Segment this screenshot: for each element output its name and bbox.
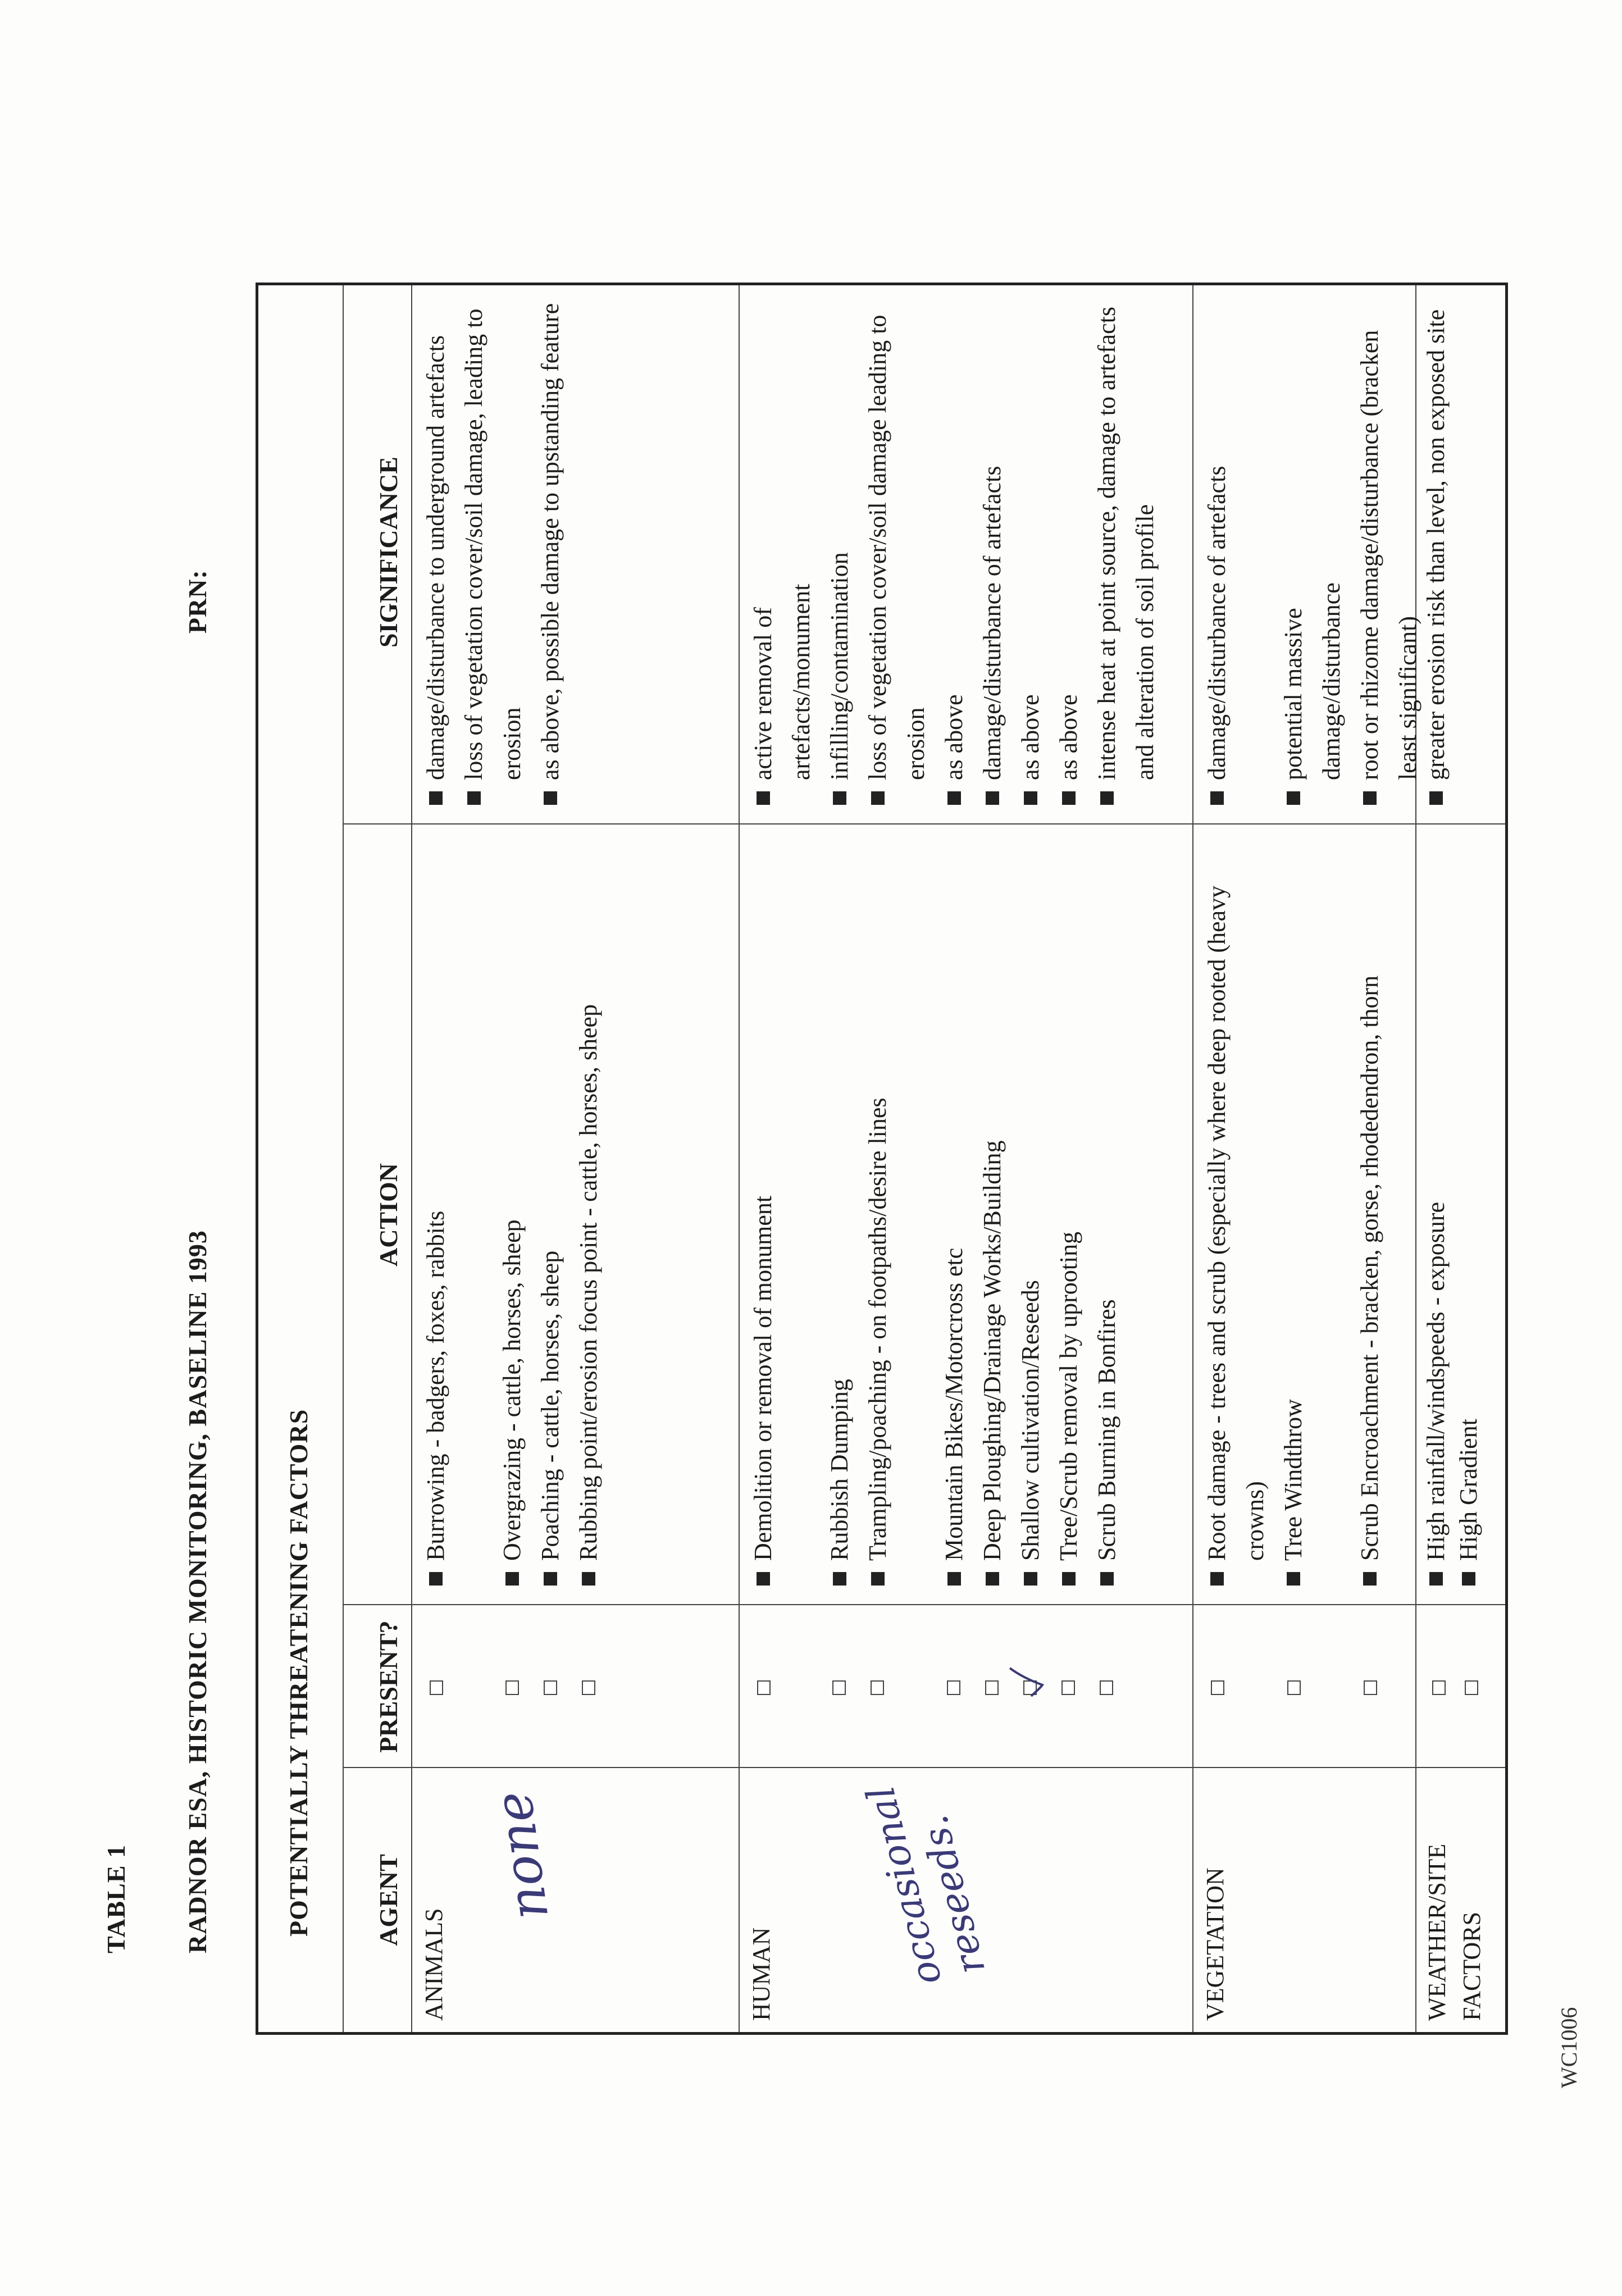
present-checkbox[interactable] bbox=[871, 1680, 884, 1695]
bullet-square-icon bbox=[757, 791, 770, 805]
bullet-square-icon bbox=[1024, 1572, 1037, 1586]
tick-mark-icon bbox=[1008, 1662, 1047, 1702]
action-item: Deep Ploughing/Drainage Works/Building bbox=[973, 839, 1012, 1586]
bullet-square-icon bbox=[871, 791, 885, 805]
handwritten-note: occasional reseeds. bbox=[858, 1782, 995, 1990]
significance-item: greater erosion risk than level, non exposed site bbox=[1420, 299, 1452, 805]
col-header-agent: AGENT bbox=[374, 1854, 403, 1946]
significance-item: damage/disturbance to underground artefacts bbox=[417, 299, 455, 805]
bullet-square-icon bbox=[1100, 791, 1114, 805]
bullet-square-icon bbox=[986, 791, 999, 805]
action-item: Tree Windthrow bbox=[1274, 839, 1313, 1586]
bullet-square-icon bbox=[947, 1572, 961, 1586]
handwritten-note: none bbox=[482, 1788, 561, 1924]
action-item: Burrowing - badgers, foxes, rabbits bbox=[417, 839, 455, 1586]
bullet-square-icon bbox=[1429, 1572, 1443, 1586]
significance-item: damage/disturbance of artefacts bbox=[1198, 299, 1236, 805]
bullet-square-icon bbox=[1024, 791, 1037, 805]
action-item: High Gradient bbox=[1452, 839, 1485, 1586]
agent-vegetation: VEGETATION bbox=[1201, 1867, 1229, 2021]
action-item: Trampling/poaching - on footpaths/desire lines bbox=[859, 839, 897, 1586]
document-title: RADNOR ESA, HISTORIC MONITORING, BASELINE 1993 bbox=[183, 1230, 212, 1953]
bullet-square-icon bbox=[833, 1572, 846, 1586]
footer-code: WC1006 bbox=[1556, 2007, 1582, 2088]
present-checkbox[interactable] bbox=[1061, 1680, 1075, 1695]
bullet-square-icon bbox=[986, 1572, 999, 1586]
column-divider bbox=[343, 1604, 1505, 1605]
agent-weather-site-factors: WEATHER/SITE FACTORS bbox=[1423, 1843, 1486, 2021]
col-header-present: PRESENT? bbox=[374, 1620, 403, 1753]
row-divider bbox=[1192, 285, 1193, 2032]
action-item: Rubbing point/erosion focus point - cattle, horses, sheep bbox=[569, 954, 608, 1586]
action-item: Mountain Bikes/Motorcross etc bbox=[935, 839, 973, 1586]
present-checkbox[interactable] bbox=[544, 1680, 557, 1695]
significance-item: as above bbox=[1050, 299, 1088, 805]
bullet-square-icon bbox=[1210, 791, 1224, 805]
table-caption: TABLE 1 bbox=[102, 1844, 130, 1953]
action-item: Shallow cultivation/Reseeds bbox=[1012, 839, 1050, 1586]
present-checkbox[interactable] bbox=[832, 1680, 846, 1695]
column-divider bbox=[343, 1767, 1505, 1768]
action-list bbox=[1420, 839, 1485, 1586]
significance-item: infilling/contamination bbox=[821, 299, 859, 805]
significance-item: as above bbox=[1012, 299, 1050, 805]
bullet-square-icon bbox=[871, 1572, 885, 1586]
action-item: Rubbish Dumping bbox=[821, 839, 859, 1586]
bullet-square-icon bbox=[1062, 1572, 1076, 1586]
significance-item: root or rhizome damage/disturbance (bracken least significant) bbox=[1351, 299, 1427, 805]
present-checkbox[interactable] bbox=[1432, 1680, 1446, 1695]
section-title: POTENTIALLY THREATENING FACTORS bbox=[284, 1409, 313, 1937]
prn-label: PRN: bbox=[183, 570, 212, 634]
action-item: Tree/Scrub removal by uprooting bbox=[1050, 839, 1088, 1586]
bullet-square-icon bbox=[1462, 1572, 1475, 1586]
threatening-factors-table bbox=[256, 283, 1508, 2035]
col-header-action: ACTION bbox=[374, 1163, 403, 1267]
bullet-square-icon bbox=[1287, 791, 1300, 805]
title-divider bbox=[343, 285, 344, 2032]
column-divider bbox=[343, 823, 1505, 824]
significance-item: damage/disturbance of artefacts bbox=[973, 299, 1012, 805]
bullet-square-icon bbox=[467, 791, 481, 805]
row-divider bbox=[739, 285, 740, 2032]
significance-item: loss of vegetation cover/soil damage leading to erosion bbox=[859, 299, 935, 805]
bullet-square-icon bbox=[1062, 791, 1076, 805]
bullet-square-icon bbox=[582, 1572, 595, 1586]
significance-list bbox=[744, 299, 1164, 805]
bullet-square-icon bbox=[1100, 1572, 1114, 1586]
bullet-square-icon bbox=[429, 1572, 443, 1586]
action-item: High rainfall/windspeeds - exposure bbox=[1420, 839, 1452, 1586]
present-checkbox[interactable] bbox=[505, 1680, 519, 1695]
header-divider bbox=[411, 285, 412, 2032]
action-item: Scrub Encroachment - bracken, gorse, rhodedendron, thorn bbox=[1351, 971, 1389, 1586]
present-checkbox[interactable] bbox=[430, 1680, 443, 1695]
significance-item: intense heat at point source, damage to artefacts and alteration of soil profile bbox=[1088, 299, 1164, 805]
significance-list bbox=[1420, 299, 1452, 805]
present-checkbox[interactable] bbox=[1287, 1680, 1301, 1695]
agent-human: HUMAN bbox=[748, 1927, 775, 2021]
bullet-square-icon bbox=[544, 791, 557, 805]
action-item: Poaching - cattle, horses, sheep bbox=[531, 839, 569, 1586]
action-item: Demolition or removal of monument bbox=[744, 839, 782, 1586]
bullet-square-icon bbox=[947, 791, 961, 805]
bullet-square-icon bbox=[1287, 1572, 1300, 1586]
action-item: Root damage - trees and scrub (especially where deep rooted (heavy crowns) bbox=[1198, 839, 1274, 1586]
present-checkbox[interactable] bbox=[1465, 1680, 1478, 1695]
significance-list bbox=[1198, 299, 1427, 805]
present-checkbox-checked[interactable] bbox=[1023, 1680, 1037, 1695]
action-list bbox=[744, 839, 1126, 1586]
present-checkbox[interactable] bbox=[582, 1680, 595, 1695]
bullet-square-icon bbox=[429, 791, 443, 805]
agent-animals: ANIMALS bbox=[420, 1908, 448, 2021]
bullet-square-icon bbox=[1363, 791, 1377, 805]
significance-item: active removal of artefacts/monument bbox=[744, 466, 821, 805]
present-checkbox[interactable] bbox=[985, 1680, 999, 1695]
present-checkbox[interactable] bbox=[1211, 1680, 1224, 1695]
bullet-square-icon bbox=[1363, 1572, 1377, 1586]
significance-item: loss of vegetation cover/soil damage, leading to erosion bbox=[455, 299, 531, 805]
significance-list bbox=[417, 299, 569, 805]
present-checkbox[interactable] bbox=[1100, 1680, 1113, 1695]
action-item: Overgrazing - cattle, horses, sheep bbox=[493, 839, 531, 1586]
significance-item: as above bbox=[935, 299, 973, 805]
bullet-square-icon bbox=[1210, 1572, 1224, 1586]
action-list bbox=[1198, 839, 1389, 1586]
significance-item: as above, possible damage to upstanding feature bbox=[531, 299, 569, 805]
action-list bbox=[417, 839, 608, 1586]
present-checkbox[interactable] bbox=[757, 1680, 771, 1695]
bullet-square-icon bbox=[833, 791, 846, 805]
action-item: Scrub Burning in Bonfires bbox=[1088, 839, 1126, 1586]
bullet-square-icon bbox=[505, 1572, 519, 1586]
bullet-square-icon bbox=[1429, 791, 1443, 805]
present-checkbox[interactable] bbox=[947, 1680, 960, 1695]
bullet-square-icon bbox=[757, 1572, 770, 1586]
present-checkbox[interactable] bbox=[1364, 1680, 1377, 1695]
bullet-square-icon bbox=[544, 1572, 557, 1586]
col-header-significance: SIGNIFICANCE bbox=[374, 457, 403, 648]
significance-item: potential massive damage/disturbance bbox=[1274, 499, 1351, 805]
